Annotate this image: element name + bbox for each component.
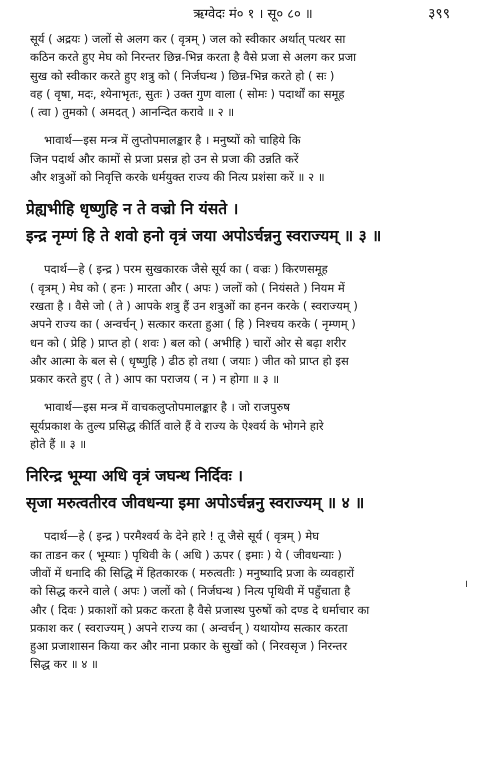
text-line: सूर्यप्रकाश के तुल्य प्रसिद्ध कीर्ति वाले हैं वे राज्य के ऐश्वर्य के भोगने हारे bbox=[30, 418, 324, 433]
text-line: भावार्थ—इस मन्त्र में लुप्तोपमालङ्कार है । मनुष्यों को चाहिये कि bbox=[44, 133, 301, 148]
text-line: प्रकाश कर ( स्वराज्यम् ) अपने राज्य का ( अन्वर्चन् ) यथायोग्य सत्कार करता bbox=[30, 620, 348, 635]
mantra-line: निरिन्द्र भूम्या अधि वृत्रं जघन्थ निर्दिवः । bbox=[26, 467, 244, 486]
text-line: का ताडन कर ( भूम्याः ) पृथिवी के ( अधि ) ऊपर ( इमाः ) ये ( जीवधन्याः ) bbox=[30, 547, 342, 562]
text-line: अपने राज्य का ( अन्वर्चन् ) सत्कार करता हुआ ( हि ) निश्चय करके ( नृम्णम् ) bbox=[30, 317, 356, 332]
continuation-paragraph bbox=[30, 30, 476, 121]
text-line: जीवों में धनादि की सिद्धि में हितकारक ( मरुत्वतीः ) मनुष्यादि प्रजा के व्यवहारों bbox=[30, 565, 355, 580]
text-line: प्रकार करते हुए ( ते ) आप का पराजय ( न ) न होगा ॥ ३ ॥ bbox=[30, 372, 280, 387]
text-line: और शत्रुओं को निवृत्ति करके धर्मयुक्त राज्य की नित्य प्रशंसा करें ॥ २ ॥ bbox=[30, 170, 325, 185]
bhavartha-3 bbox=[30, 398, 476, 453]
text-line: सुख को स्वीकार करते हुए शत्रु को ( निर्जघन्थ ) छिन्न-भिन्न करते हो ( सः ) bbox=[30, 68, 335, 83]
running-title: ऋग्वेदः मं० १ । सू० ८० ॥ bbox=[193, 7, 313, 22]
mantra-line: प्रेह्यभीहि धृष्णुहि न ते वज्रो नि यंसते । bbox=[26, 200, 239, 219]
text-line: पदार्थ—हे ( इन्द्र ) परम सुखकारक जैसे सूर्य का ( वज्रः ) किरणसमूह bbox=[44, 262, 328, 277]
text-line: रखता है । वैसे जो ( ते ) आपके शत्रु हैं उन शत्रुओं का हनन करके ( स्वराज्यम् ) bbox=[30, 298, 358, 313]
text-line: जिन पदार्थ और कामों से प्रजा प्रसन्न हो उन से प्रजा की उन्नति करें bbox=[30, 151, 299, 166]
text-line: कठिन करते हुए मेघ को निरन्तर छिन्न-भिन्न करता है वैसे प्रजा से अलग कर प्रजा bbox=[30, 50, 357, 65]
text-line: हुआ प्रजाशासन किया कर और नाना प्रकार के सुखों को ( निरवसृज ) निरन्तर bbox=[30, 639, 348, 654]
page-number: ३९९ bbox=[428, 6, 450, 22]
text-line: पदार्थ—हे ( इन्द्र ) परमैश्वर्य के देने हारे ! तू जैसे सूर्य ( वृत्रम् ) मेघ bbox=[44, 529, 320, 544]
text-line: को सिद्ध करने वाले ( अपः ) जलों को ( निर्जघन्थ ) नित्य पृथिवी में पहुँचाता है bbox=[30, 584, 351, 599]
margin-tick-mark: । bbox=[464, 579, 468, 590]
bhavartha-2 bbox=[30, 131, 476, 186]
page-header bbox=[30, 0, 476, 30]
text-line: भावार्थ—इस मन्त्र में वाचकलुप्तोपमालङ्कार है । जो राजपुरुष bbox=[44, 400, 290, 415]
text-line: धन को ( प्रेहि ) प्राप्त हो ( शवः ) बल को ( अभीहि ) चारों ओर से बढ़ा शरीर bbox=[30, 335, 347, 350]
text-line: ( त्वा ) तुमको ( अमदत् ) आनन्दित करावे ॥ २ ॥ bbox=[30, 105, 235, 120]
text-line: और ( दिवः ) प्रकाशों को प्रकट करता है वैसे प्रजास्थ पुरुषों को दण्ड दे धर्माचार का bbox=[30, 602, 370, 617]
text-line: सिद्ध कर ॥ ४ ॥ bbox=[30, 657, 98, 672]
padartha-3 bbox=[30, 260, 476, 388]
mantra-line: इन्द्र नृम्णं हि ते शवो हनो वृत्रं जया अपोऽर्चन्ननु स्वराज्यम् ॥ ३ ॥ bbox=[26, 227, 382, 246]
mantra-line: सृजा मरुत्वतीरव जीवधन्या इमा अपोऽर्चन्ननु स्वराज्यम् ॥ ४ ॥ bbox=[26, 494, 365, 513]
text-line: ( वृत्रम् ) मेघ को ( हनः ) मारता और ( अपः ) जलों को ( नियंसते ) नियम में bbox=[30, 280, 345, 295]
text-line: सूर्य ( अद्रयः ) जलों से अलग कर ( वृत्रम् ) जल को स्वीकार अर्थात् पत्थर सा bbox=[30, 32, 346, 46]
mantra-4 bbox=[26, 463, 476, 517]
text-line: वह ( वृषा, मदः, श्येनाभृतः, सुतः ) उक्त गुण वाला ( सोमः ) पदार्थों का समूह bbox=[30, 86, 345, 101]
mantra-3 bbox=[26, 196, 476, 250]
padartha-4 bbox=[30, 527, 476, 673]
text-line: और आत्मा के बल से ( धृष्णुहि ) ढीठ हो तथा ( जयाः ) जीत को प्राप्त हो इस bbox=[30, 353, 349, 368]
text-line: होते हैं ॥ ३ ॥ bbox=[30, 437, 87, 452]
